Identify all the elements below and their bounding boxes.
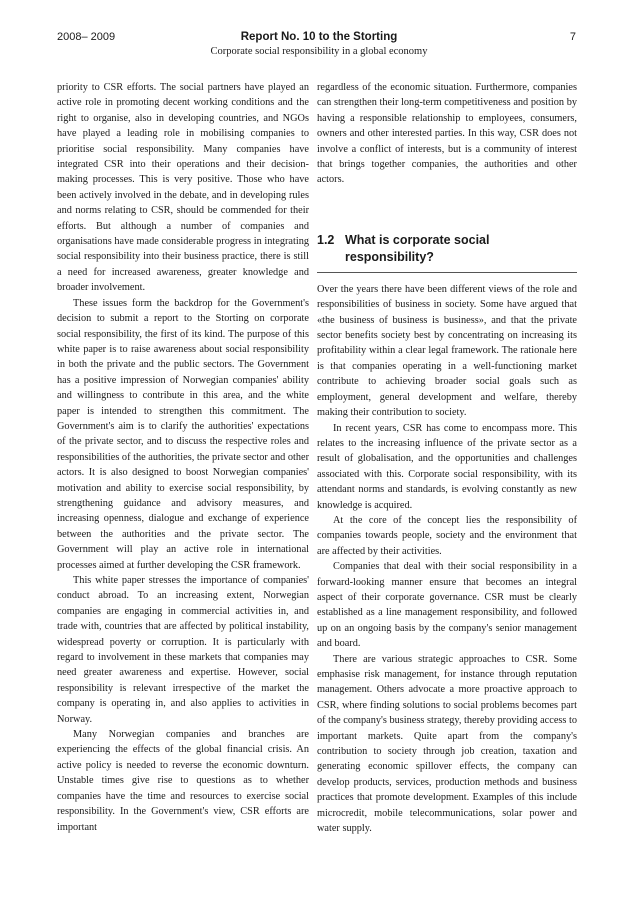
body-paragraph: In recent years, CSR has come to encompass more. This relates to the increasing influence of the private sector as a result of globalisation, and the opportunities and challenges associated with this. Corporate social responsibility, with its attendant norms and standards, is evolving constantly as new knowledge is acquired. (317, 422, 577, 511)
header-subtitle: Corporate social responsibility in a global economy (210, 46, 428, 57)
section-divider (317, 272, 577, 273)
header-year: 2008– 2009 (57, 31, 116, 43)
body-paragraph: There are various strategic approaches to CSR. Some emphasise risk management, for instance through reputation management. Others advocate a more proactive approach to CSR, where finding solutions to social problems becomes part of the company's business strategy, thereby providing access to important markets. Quite apart from the company's contribution to society through job creation, taxation and generating economic spillover effects, the company can develop products, services, production methods and business practices that promote development. Examples of this include microcredit, mobile telecommunications, solar power and water supply. (317, 653, 577, 835)
body-paragraph: Many Norwegian companies and branches are experiencing the effects of the global financial crisis. An active policy is needed to reverse the economic downturn. Unstable times give rise to questions as to whether companies have the time and resources to exercise social responsibility. In the Government's view, CSR efforts are important (57, 729, 309, 833)
body-paragraph: These issues form the backdrop for the Government's decision to submit a report to the Storting on corporate social responsibility, the first of its kind. The purpose of this white paper is to raise awareness about social responsibility in both the private and the public sectors. The Government has a positive impression of Norwegian companies' ability and willingness to contribute in this area, and the white paper is intended to strengthen this commitment. The Government's aim is to clarify the authorities' expectations of the private sector, and to discuss the respective roles and responsibilities of the authorities, the private sector and other actors. It is also designed to boost Norwegian companies' motivation and ability to exercise social responsibility, by strengthening guidance and advisory measures, and increasing openness, dialogue and exchange of experience between the authorities and the private sector. The Government will play an active role in international processes aimed at further developing the CSR framework. (57, 297, 309, 571)
body-paragraph: Companies that deal with their social responsibility in a forward-looking manner ensure that becomes an integral aspect of their corporate governance. CSR must be clearly established as a line management responsibility, and followed up on an ongoing basis by the company's senior management and board. (317, 561, 577, 650)
section-number: 1.2 (317, 232, 335, 247)
body-paragraph: At the core of the concept lies the responsibility of companies towards people, society and the environment that are affected by their activities. (317, 514, 577, 557)
body-paragraph: Over the years there have been different views of the role and responsibilities of business in society. Some have argued that «the business of business is business», and that the private sector benefits society best by concentrating on increasing its profitability within a clear legal framework. The rationale here is that companies operating in a well-functioning market contribute to achieving broader social goals such as employment, general development and welfare, thereby making their contribution to society. (317, 283, 577, 419)
header-report-title: Report No. 10 to the Storting (240, 31, 398, 43)
right-column (317, 80, 577, 836)
section-heading (317, 232, 577, 266)
body-paragraph: priority to CSR efforts. The social partners have played an active role in promoting decent working conditions and the right to organise, also in developing countries, and NGOs have played a leading role in mobilising companies to prioritise social responsibility. Many companies have integrated CSR into their operations and their decision-making processes. This is very positive. Those who have been actively involved in the debate, and in developing rules and norms relating to CSR, should be commended for their efforts. But although a number of companies and organisations have made considerable progress in integrating social responsibility into their business practice, there is still a need for increased awareness, greater knowledge and broader involvement. (57, 82, 309, 294)
page-number: 7 (569, 31, 576, 43)
body-paragraph: regardless of the economic situation. Furthermore, companies can strengthen their long-term competitiveness and position by having a responsible relationship to employees, consumers, owners and other interested parties. In this way, CSR does not involve a conflict of interests, but is a community of interest that brings together companies, the authorities and other actors. (317, 82, 577, 186)
left-column (57, 80, 309, 835)
body-paragraph: This white paper stresses the importance of companies' conduct abroad. To an increasing extent, Norwegian companies are engaging in commercial activities in, and trade with, countries that are affected by political instability, widespread poverty or corruption. It is particularly with regard to involvement in these markets that companies may need greater awareness and expertise. However, social responsibility is relevant irrespective of the market the company is operating in, and also applies to activities in Norway. (57, 575, 309, 725)
section-title: What is corporate social responsibility? (345, 232, 490, 264)
